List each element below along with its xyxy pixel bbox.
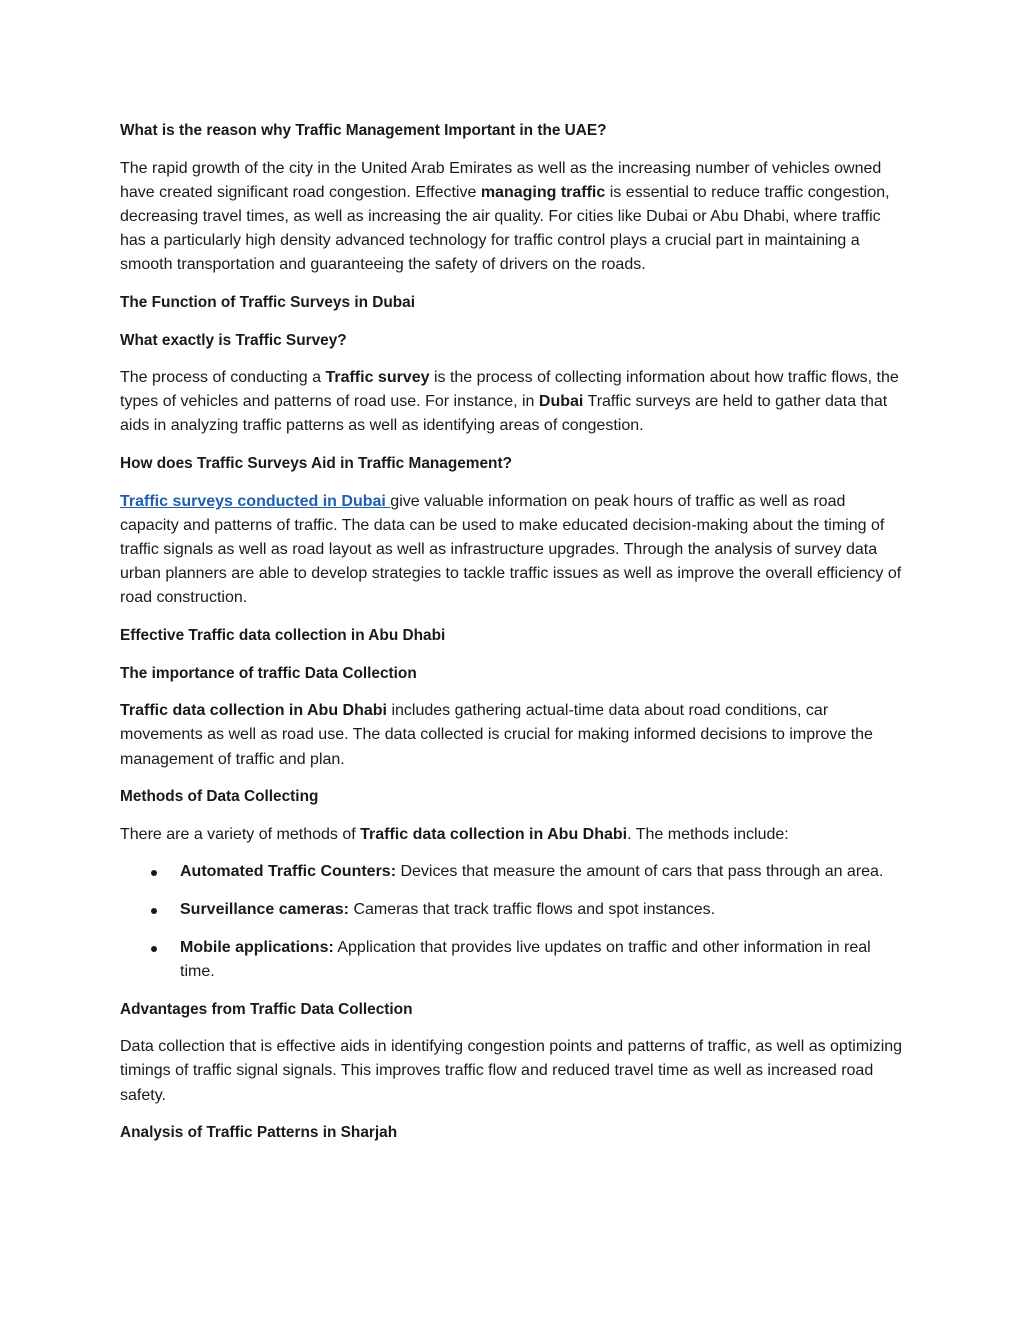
section-heading-traffic-patterns-sharjah: Analysis of Traffic Patterns in Sharjah xyxy=(120,1124,398,1142)
paragraph-surveys-aid xyxy=(120,490,905,611)
list-item-text: Cameras that track traffic flows and spot instances. xyxy=(349,901,716,919)
bold-term-managing-traffic: managing traffic xyxy=(480,183,606,201)
list-item-term: Surveillance cameras: xyxy=(180,901,349,919)
paragraph-text: Traffic surveys are held to gather data that aids in analyzing traffic patterns as well as identifying areas of congestion. xyxy=(120,393,888,435)
section-heading-advantages-data-collection: Advantages from Traffic Data Collection xyxy=(120,1000,413,1018)
traffic-surveys-dubai-link[interactable]: Traffic surveys conducted in Dubai xyxy=(120,492,391,510)
bold-term-traffic-data-collection: Traffic data collection in Abu Dhabi xyxy=(120,702,387,720)
paragraph-data-collection-abu-dhabi xyxy=(120,699,905,772)
section-heading-traffic-surveys-dubai: The Function of Traffic Surveys in Dubai xyxy=(120,294,416,312)
list-item-term: Automated Traffic Counters: xyxy=(180,863,397,881)
paragraph-traffic-survey-definition xyxy=(120,366,905,439)
paragraph-text: . The methods include: xyxy=(627,825,789,843)
list-item xyxy=(120,936,905,984)
bullet-icon xyxy=(151,870,157,876)
bullet-icon xyxy=(151,946,157,952)
list-item xyxy=(120,898,905,922)
list-item-term: Mobile applications: xyxy=(180,938,334,956)
section-heading-surveys-aid-management: How does Traffic Surveys Aid in Traffic Management? xyxy=(120,455,512,473)
bold-term-traffic-survey: Traffic survey xyxy=(325,369,430,387)
section-heading-methods-data-collecting: Methods of Data Collecting xyxy=(120,788,319,806)
methods-bullet-list xyxy=(120,860,905,984)
paragraph-text: is essential to reduce traffic congestion, decreasing travel times, as well as increasing the air quality. For cities like Dubai or Abu Dhabi, where traffic has a particularly high density advanced technology for traffic control plays a crucial part in maintaining a smooth transportation and guaranteeing the safety of drivers on the roads. xyxy=(120,183,890,274)
bullet-icon xyxy=(151,908,157,914)
paragraph-text: The rapid growth of the city in the United Arab Emirates as well as the increasing number of vehicles owned have created significant road congestion. Effective xyxy=(120,159,882,201)
paragraph-advantages: Data collection that is effective aids in identifying congestion points and patterns of traffic, as well as optimizing timings of traffic signal signals. This improves traffic flow and reduced travel time as well as increased road safety. xyxy=(120,1038,903,1104)
list-item-text: Devices that measure the amount of cars that pass through an area. xyxy=(396,863,884,881)
list-item-text: Application that provides live updates on traffic and other information in real time. xyxy=(180,938,871,981)
paragraph-text: give valuable information on peak hours of traffic as well as road capacity and patterns of traffic. The data can be used to make educated decision-making about the timing of traffic signals as well as road layout as well as infrastructure upgrades. Through the analysis of survey data urban planners are able to develop strategies to tackle traffic issues as well as improve the overall efficiency of road construction. xyxy=(120,492,902,607)
paragraph-text: includes gathering actual-time data about road conditions, car movements as well as road use. The data collected is crucial for making informed decisions to improve the management of traffic and plan. xyxy=(120,702,873,768)
section-heading-traffic-management-importance: What is the reason why Traffic Management Important in the UAE? xyxy=(120,122,607,139)
section-heading-importance-data-collection: The importance of traffic Data Collection xyxy=(120,664,417,682)
bold-term-dubai: Dubai xyxy=(538,393,584,411)
paragraph-text: is the process of collecting information about how traffic flows, the types of vehicles and patterns of road use. For instance, in xyxy=(120,369,899,411)
list-item xyxy=(120,860,905,884)
document-page xyxy=(120,119,905,1159)
section-heading-what-is-traffic-survey: What exactly is Traffic Survey? xyxy=(120,331,347,349)
paragraph-traffic-management-intro xyxy=(120,157,905,278)
paragraph-methods-intro xyxy=(120,823,905,847)
paragraph-text: There are a variety of methods of xyxy=(120,825,361,843)
bold-term-traffic-data-collection: Traffic data collection in Abu Dhabi xyxy=(360,825,628,843)
section-heading-data-collection-abu-dhabi: Effective Traffic data collection in Abu Dhabi xyxy=(120,627,446,645)
paragraph-text: The process of conducting a xyxy=(120,369,326,387)
